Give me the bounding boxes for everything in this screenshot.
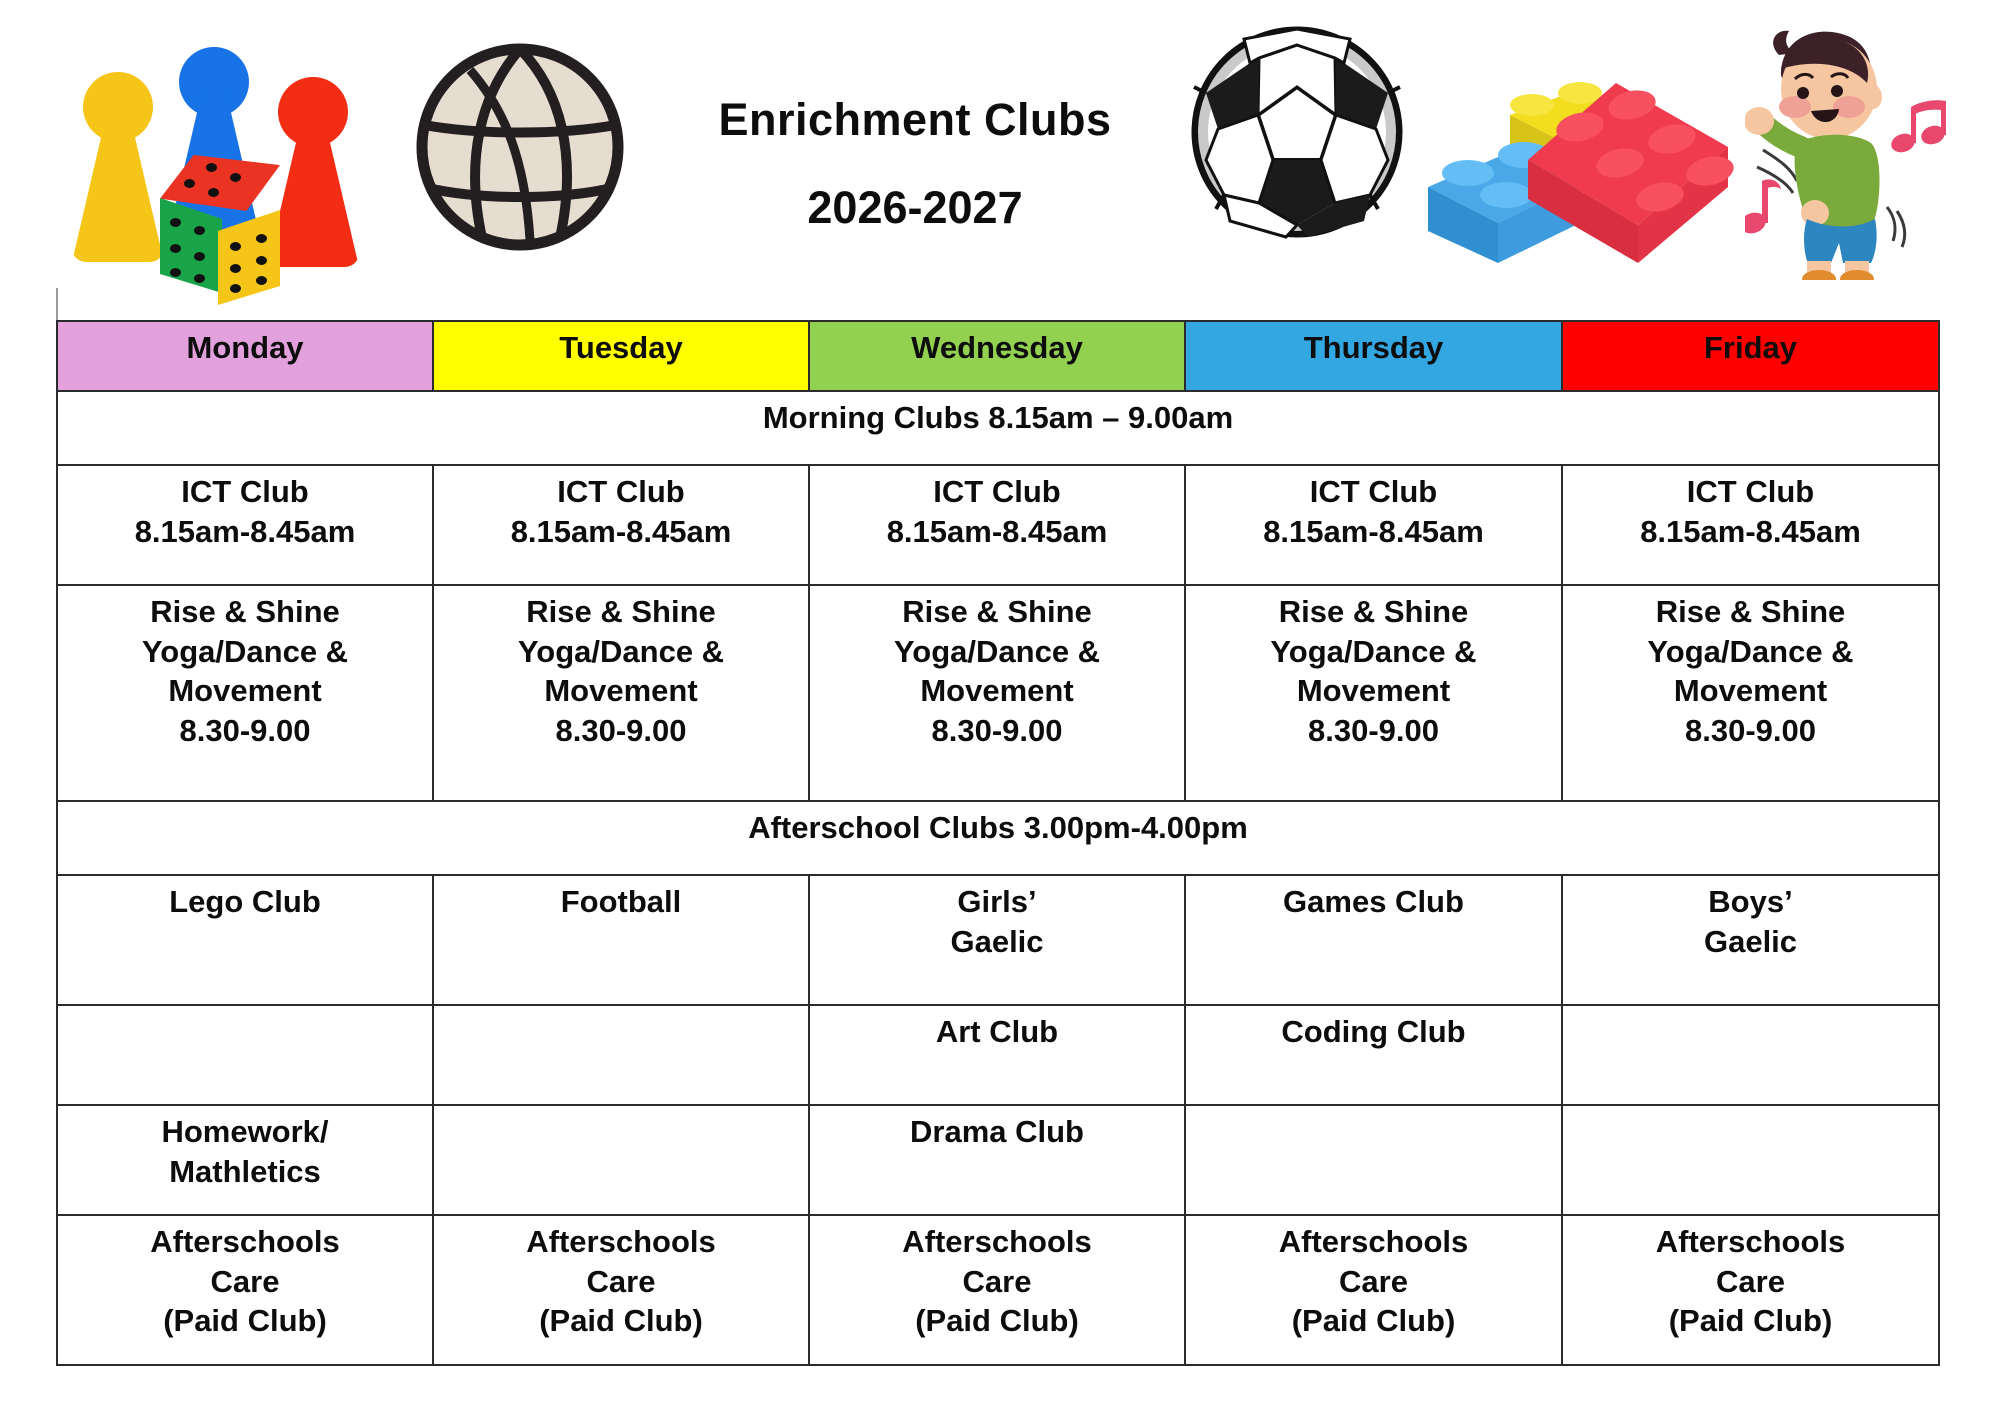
club-cell-line: Gaelic xyxy=(950,923,1044,959)
enrichment-clubs-timetable xyxy=(56,320,1938,1366)
club-cell[interactable] xyxy=(1185,465,1562,585)
club-cell-line: Movement xyxy=(1673,673,1828,709)
table-row xyxy=(57,1005,1939,1105)
club-cell-line: Girls’ xyxy=(957,884,1037,919)
day-header-monday[interactable]: Monday xyxy=(57,321,433,391)
school-year: 2026-2027 xyxy=(807,181,1023,233)
club-cell-line: Lego Club xyxy=(169,884,321,919)
club-cell-line: Care xyxy=(1716,1263,1785,1299)
section-title: Afterschool Clubs 3.00pm-4.00pm xyxy=(57,801,1939,875)
club-cell-line: 8.15am-8.45am xyxy=(134,513,356,549)
yellow-game-piece-icon xyxy=(72,72,164,262)
club-cell[interactable] xyxy=(57,1215,433,1365)
club-cell-line: Afterschools xyxy=(1278,1224,1469,1259)
club-cell[interactable] xyxy=(809,465,1185,585)
club-cell-line: Care xyxy=(1339,1263,1408,1299)
club-cell-line: 8.15am-8.45am xyxy=(1263,513,1484,549)
club-cell[interactable] xyxy=(1562,1215,1939,1365)
club-cell[interactable] xyxy=(809,585,1185,801)
table-row xyxy=(57,465,1939,585)
club-cell-line: ICT Club xyxy=(1686,474,1815,509)
club-cell-line: Coding Club xyxy=(1281,1014,1466,1049)
club-cell-line: Yoga/Dance & xyxy=(1647,633,1854,669)
empty-cell[interactable] xyxy=(433,1105,809,1215)
club-cell-line: Afterschools xyxy=(902,1224,1092,1259)
club-cell-line: Drama Club xyxy=(910,1114,1084,1149)
club-cell-line: Football xyxy=(560,884,682,919)
club-cell-line: Movement xyxy=(544,673,698,709)
club-cell-line: 8.15am-8.45am xyxy=(886,513,1108,549)
club-cell-line: Afterschools xyxy=(150,1224,340,1259)
club-cell[interactable] xyxy=(1185,585,1562,801)
club-cell-line: ICT Club xyxy=(181,474,309,509)
club-cell-line: Care xyxy=(586,1263,656,1299)
table-top-stub-line xyxy=(56,288,58,322)
soccer-ball-icon xyxy=(1190,25,1405,240)
club-cell-line: Yoga/Dance & xyxy=(141,633,349,669)
club-cell-line: Rise & Shine xyxy=(526,594,716,629)
day-header-row xyxy=(57,321,1939,391)
empty-cell[interactable] xyxy=(1562,1005,1939,1105)
table-row xyxy=(57,1105,1939,1215)
club-cell-line: 8.30-9.00 xyxy=(931,713,1063,749)
club-cell-line: Yoga/Dance & xyxy=(1270,633,1477,669)
club-cell-line: Care xyxy=(210,1263,280,1299)
club-cell-line: Movement xyxy=(168,673,322,709)
club-cell-line: Boys’ xyxy=(1708,884,1793,919)
club-cell-line: ICT Club xyxy=(557,474,685,509)
club-cell[interactable] xyxy=(433,465,809,585)
club-cell[interactable] xyxy=(1562,465,1939,585)
page-banner xyxy=(0,0,2000,290)
section-header-row xyxy=(57,391,1939,465)
timetable-table xyxy=(56,320,1940,1366)
lego-bricks-icon xyxy=(1420,55,1740,265)
club-cell-line: Mathletics xyxy=(169,1153,321,1189)
table-row xyxy=(57,875,1939,1005)
club-cell-line: Rise & Shine xyxy=(150,594,340,629)
club-cell-line: 8.30-9.00 xyxy=(1685,713,1816,749)
club-cell[interactable] xyxy=(809,1105,1185,1215)
table-row xyxy=(57,1215,1939,1365)
section-title: Morning Clubs 8.15am – 9.00am xyxy=(57,391,1939,465)
club-cell-line: Homework/ xyxy=(161,1114,329,1149)
club-cell-line: 8.15am-8.45am xyxy=(1640,513,1861,549)
club-cell-line: (Paid Club) xyxy=(1291,1303,1456,1339)
club-cell[interactable] xyxy=(1185,1215,1562,1365)
club-cell-line: Rise & Shine xyxy=(1278,594,1469,629)
club-cell-line: Yoga/Dance & xyxy=(893,633,1101,669)
club-cell-line: Afterschools xyxy=(526,1224,716,1259)
empty-cell[interactable] xyxy=(433,1005,809,1105)
dice-icon xyxy=(155,155,285,285)
club-cell[interactable] xyxy=(433,875,809,1005)
day-header-tuesday[interactable]: Tuesday xyxy=(433,321,809,391)
club-cell[interactable] xyxy=(809,875,1185,1005)
club-cell-line: 8.30-9.00 xyxy=(179,713,311,749)
day-header-wednesday[interactable]: Wednesday xyxy=(809,321,1185,391)
club-cell-line: Afterschools xyxy=(1655,1224,1846,1259)
club-cell-line: Movement xyxy=(920,673,1074,709)
club-cell[interactable] xyxy=(433,1215,809,1365)
page-title-block xyxy=(650,95,1180,232)
club-cell[interactable] xyxy=(57,465,433,585)
club-cell-line: Games Club xyxy=(1283,884,1464,919)
club-cell[interactable] xyxy=(1185,1005,1562,1105)
club-cell[interactable] xyxy=(433,585,809,801)
day-header-friday[interactable]: Friday xyxy=(1562,321,1939,391)
club-cell-line: Care xyxy=(962,1263,1032,1299)
club-cell-line: (Paid Club) xyxy=(915,1303,1079,1339)
club-cell-line: Art Club xyxy=(935,1014,1059,1049)
section-header-row xyxy=(57,801,1939,875)
club-cell-line: ICT Club xyxy=(933,474,1061,509)
empty-cell[interactable] xyxy=(1562,1105,1939,1215)
empty-cell[interactable] xyxy=(1185,1105,1562,1215)
club-cell-line: (Paid Club) xyxy=(539,1303,703,1339)
club-cell-line: Gaelic xyxy=(1703,923,1798,959)
club-cell[interactable] xyxy=(1562,585,1939,801)
club-cell-line: Movement xyxy=(1296,673,1451,709)
table-row xyxy=(57,585,1939,801)
club-cell[interactable] xyxy=(809,1215,1185,1365)
club-cell-line: (Paid Club) xyxy=(1668,1303,1833,1339)
volleyball-icon xyxy=(410,40,630,255)
club-cell-line: ICT Club xyxy=(1309,474,1438,509)
club-cell-line: 8.30-9.00 xyxy=(1308,713,1439,749)
club-cell[interactable] xyxy=(57,585,433,801)
club-cell-line: 8.15am-8.45am xyxy=(510,513,732,549)
timetable-body xyxy=(57,321,1939,1365)
dancing-boy-icon xyxy=(1745,15,1985,280)
club-cell[interactable] xyxy=(57,875,433,1005)
club-cell[interactable] xyxy=(1562,875,1939,1005)
day-header-thursday[interactable]: Thursday xyxy=(1185,321,1562,391)
club-cell-line: Rise & Shine xyxy=(1655,594,1846,629)
club-cell-line: (Paid Club) xyxy=(163,1303,327,1339)
club-cell-line: Rise & Shine xyxy=(902,594,1092,629)
club-cell[interactable] xyxy=(809,1005,1185,1105)
club-cell-line: Yoga/Dance & xyxy=(517,633,725,669)
club-cell[interactable] xyxy=(1185,875,1562,1005)
club-cell-line: 8.30-9.00 xyxy=(555,713,687,749)
club-cell[interactable] xyxy=(57,1105,433,1215)
page-title: Enrichment Clubs xyxy=(718,94,1112,145)
board-game-pieces-and-dice-icon xyxy=(55,20,375,270)
empty-cell[interactable] xyxy=(57,1005,433,1105)
